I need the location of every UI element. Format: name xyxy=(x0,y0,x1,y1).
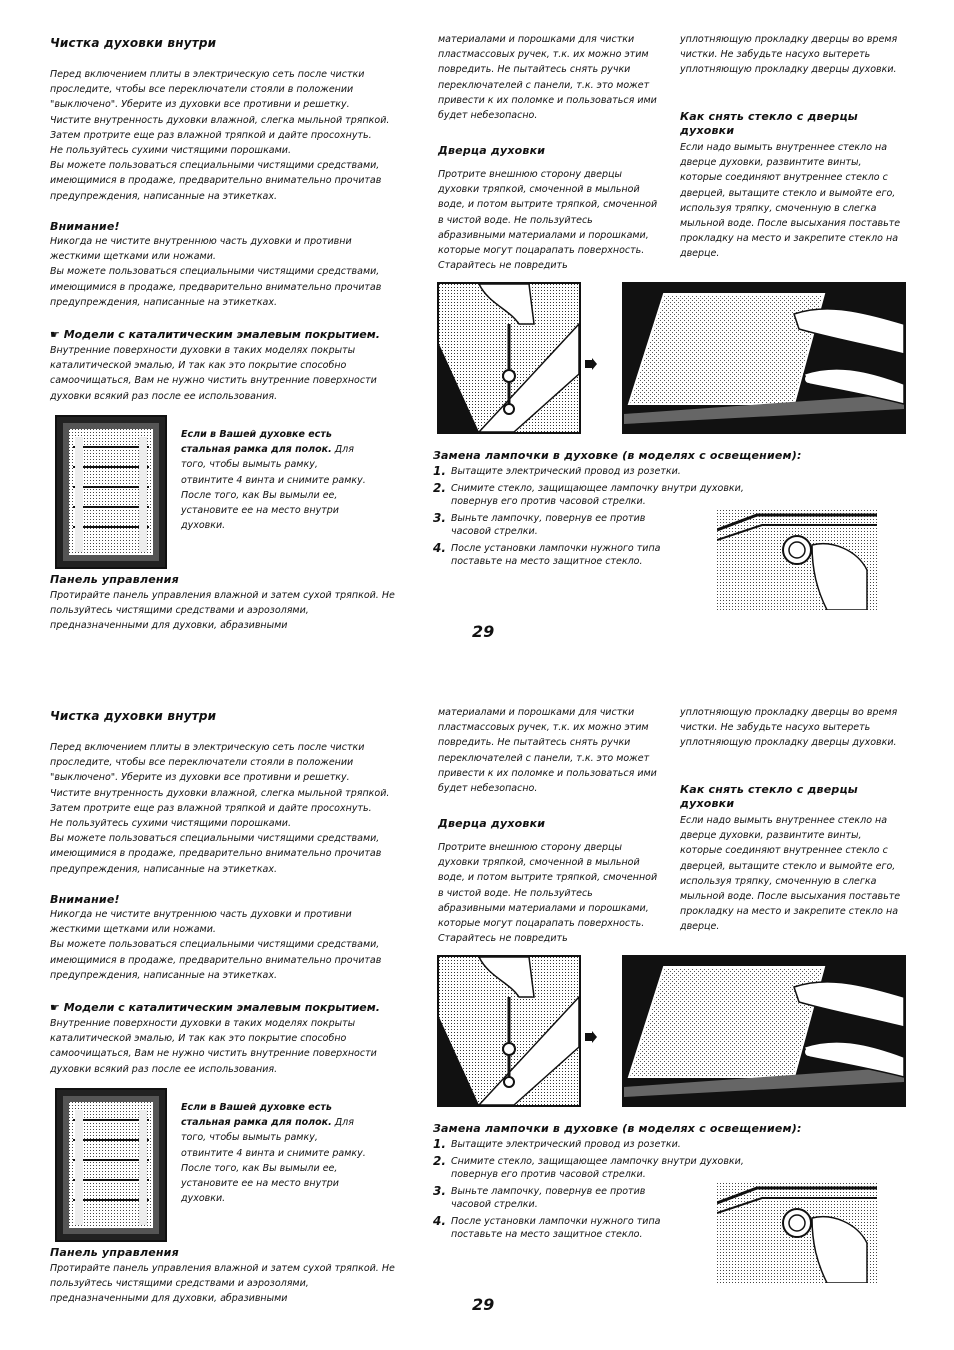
lamp-step: 3. Выньте лампочку, повернув ее против часовой стрелки. xyxy=(433,1184,646,1210)
lamp-step: 4. После установки лампочки нужного типа поставьте на место защитное стекло. xyxy=(433,1214,661,1240)
glass-text: Если надо вымыть внутреннее стекло на дверце духовки, развинтите винты, которые соединяют внутреннее стекло с дверцей, вытащите стекло и вымойте его, используя тряпку, смоченную в слегка мыльной воде. После высыхания поставьте прокладку на место и закрепите стекло на дверце. xyxy=(680,142,901,260)
glass-title: Как снять стекло с дверцы духовки xyxy=(680,110,858,137)
col3-continuation: уплотняющую прокладку дверцы во время чистки. Не забудьте насухо вытереть уплотняющую прокладку дверцы духовки. xyxy=(680,34,898,76)
pointing-hand-icon: ☛ xyxy=(50,328,60,341)
cleaning-title: Чистка духовки внутри xyxy=(50,36,217,50)
glass-text: Если надо вымыть внутреннее стекло на дверце духовки, развинтите винты, которые соединяют внутреннее стекло с дверцей, вытащите стекло и вымойте его, используя тряпку, смоченную в слегка мыльной воде. После высыхания поставьте прокладку на место и закрепите стекло на дверце. xyxy=(680,815,901,933)
panel-title: Панель управления xyxy=(50,573,179,586)
warning-title: Внимание! xyxy=(50,220,120,233)
frame-lead: Если в Вашей духовке есть стальная рамка для полок. xyxy=(181,429,332,456)
door-title: Дверца духовки xyxy=(438,817,546,830)
lamp-step: 4. После установки лампочки нужного типа поставьте на место защитное стекло. xyxy=(433,541,661,567)
cleaning-title: Чистка духовки внутри xyxy=(50,709,217,723)
lamp-step: 3. Выньте лампочку, повернув ее против часовой стрелки. xyxy=(433,511,646,537)
door-screws-illustration xyxy=(437,955,581,1107)
lamp-step: 1. Вытащите электрический провод из розетки. xyxy=(433,1137,681,1151)
lamp-step: 2. Снимите стекло, защищающее лампочку внутри духовки, повернув его против часовой стрелки. xyxy=(433,481,744,507)
catalytic-heading xyxy=(50,1001,402,1014)
door-glass-illustration xyxy=(622,282,906,434)
frame-text xyxy=(181,1100,371,1206)
door-title: Дверца духовки xyxy=(438,144,546,157)
col2-continuation: материалами и порошками для чистки пластмассовых ручек, т.к. их можно этим повредить. Не пытайтесь снять ручки переключателей с панели, т.к. это может привести к их поломке и пользоваться ими будет небезопасно. xyxy=(438,34,657,122)
lamp-illustration xyxy=(717,510,877,610)
warning-text: Никогда не чистите внутреннюю часть духовки и противни жесткими щетками или ножами. Вы можете пользоваться специальными чистящими средствами, имеющимися в продаже, предварительно внимательно прочитав предупреждения, написанные на этикетках. xyxy=(50,909,382,981)
arrow-right-icon xyxy=(585,358,597,370)
catalytic-text: Внутренние поверхности духовки в таких моделях покрыты каталитической эмалью, И так как это покрытие способно самоочищаться, Вам не нужно чистить внутренние поверхности духовки всякий раз после ее использования. xyxy=(50,1018,377,1075)
lamp-title: Замена лампочки в духовке (в моделях с освещением): xyxy=(433,449,802,462)
warning-title: Внимание! xyxy=(50,893,120,906)
warning-text: Никогда не чистите внутреннюю часть духовки и противни жесткими щетками или ножами. Вы можете пользоваться специальными чистящими средствами, имеющимися в продаже, предварительно внимательно прочитав предупреждения, написанные на этикетках. xyxy=(50,236,382,308)
lamp-step: 2. Снимите стекло, защищающее лампочку внутри духовки, повернув его против часовой стрелки. xyxy=(433,1154,744,1180)
catalytic-heading xyxy=(50,328,402,341)
lamp-step: 1. Вытащите электрический провод из розетки. xyxy=(433,464,681,478)
door-text: Протрите внешнюю сторону дверцы духовки тряпкой, смоченной в мыльной воде, и потом вытрите тряпкой, смоченной в чистой воде. Не пользуйтесь абразивными материалами и порошками, которые могут поцарапать поверхность. Старайтесь не повредить xyxy=(438,169,658,272)
arrow-right-icon xyxy=(585,1031,597,1043)
panel-text: Протирайте панель управления влажной и затем сухой тряпкой. Не пользуйтесь чистящими средствами и аэрозолями, предназначенными для духовки, абразивными xyxy=(50,1263,395,1305)
lamp-illustration xyxy=(717,1183,877,1283)
cleaning-text: Перед включением плиты в электрическую сеть после чистки проследите, чтобы все переключатели стояли в положении "выключено". Уберите из духовки все противни и решетку. Чистите внутренность духовки влажной, слегка мыльной тряпкой. Затем протрите еще раз влажной тряпкой и дайте просохнуть. Не пользуйтесь сухими чистящими порошками. Вы можете пользоваться специальными чистящими средствами, имеющимися в продаже, предварительно внимательно прочитав предупреждения, написанные на этикетках. xyxy=(50,69,390,202)
glass-title: Как снять стекло с дверцы духовки xyxy=(680,783,858,810)
catalytic-title: Модели с каталитическим эмалевым покрытием. xyxy=(63,1001,380,1014)
frame-body: Для того, чтобы вымыть рамку, отвинтите 4 винта и снимите рамку. После того, как Вы вымыли ее, установите ее на место внутри духовки. xyxy=(181,444,366,532)
panel-title: Панель управления xyxy=(50,1246,179,1259)
panel-text: Протирайте панель управления влажной и затем сухой тряпкой. Не пользуйтесь чистящими средствами и аэрозолями, предназначенными для духовки, абразивными xyxy=(50,590,395,632)
col3-continuation: уплотняющую прокладку дверцы во время чистки. Не забудьте насухо вытереть уплотняющую прокладку дверцы духовки. xyxy=(680,707,898,749)
catalytic-text: Внутренние поверхности духовки в таких моделях покрыты каталитической эмалью, И так как это покрытие способно самоочищаться, Вам не нужно чистить внутренние поверхности духовки всякий раз после ее использования. xyxy=(50,345,377,402)
manual-page xyxy=(0,673,954,1345)
cleaning-text: Перед включением плиты в электрическую сеть после чистки проследите, чтобы все переключатели стояли в положении "выключено". Уберите из духовки все противни и решетку. Чистите внутренность духовки влажной, слегка мыльной тряпкой. Затем протрите еще раз влажной тряпкой и дайте просохнуть. Не пользуйтесь сухими чистящими порошками. Вы можете пользоваться специальными чистящими средствами, имеющимися в продаже, предварительно внимательно прочитав предупреждения, написанные на этикетках. xyxy=(50,742,390,875)
pointing-hand-icon: ☛ xyxy=(50,1001,60,1014)
lamp-title: Замена лампочки в духовке (в моделях с освещением): xyxy=(433,1122,802,1135)
col2-continuation: материалами и порошками для чистки пластмассовых ручек, т.к. их можно этим повредить. Не пытайтесь снять ручки переключателей с панели, т.к. это может привести к их поломке и пользоваться ими будет небезопасно. xyxy=(438,707,657,795)
door-text: Протрите внешнюю сторону дверцы духовки тряпкой, смоченной в мыльной воде, и потом вытрите тряпкой, смоченной в чистой воде. Не пользуйтесь абразивными материалами и порошками, которые могут поцарапать поверхность. Старайтесь не повредить xyxy=(438,842,658,945)
manual-page xyxy=(0,0,954,672)
catalytic-title: Модели с каталитическим эмалевым покрытием. xyxy=(63,328,380,341)
door-glass-illustration xyxy=(622,955,906,1107)
frame-body: Для того, чтобы вымыть рамку, отвинтите 4 винта и снимите рамку. После того, как Вы вымыли ее, установите ее на место внутри духовки. xyxy=(181,1117,366,1205)
frame-text xyxy=(181,427,371,533)
page-number: 29 xyxy=(472,1295,495,1314)
oven-frame-illustration xyxy=(55,1088,167,1242)
door-screws-illustration xyxy=(437,282,581,434)
frame-lead: Если в Вашей духовке есть стальная рамка для полок. xyxy=(181,1102,332,1129)
oven-frame-illustration xyxy=(55,415,167,569)
page-number: 29 xyxy=(472,622,495,641)
